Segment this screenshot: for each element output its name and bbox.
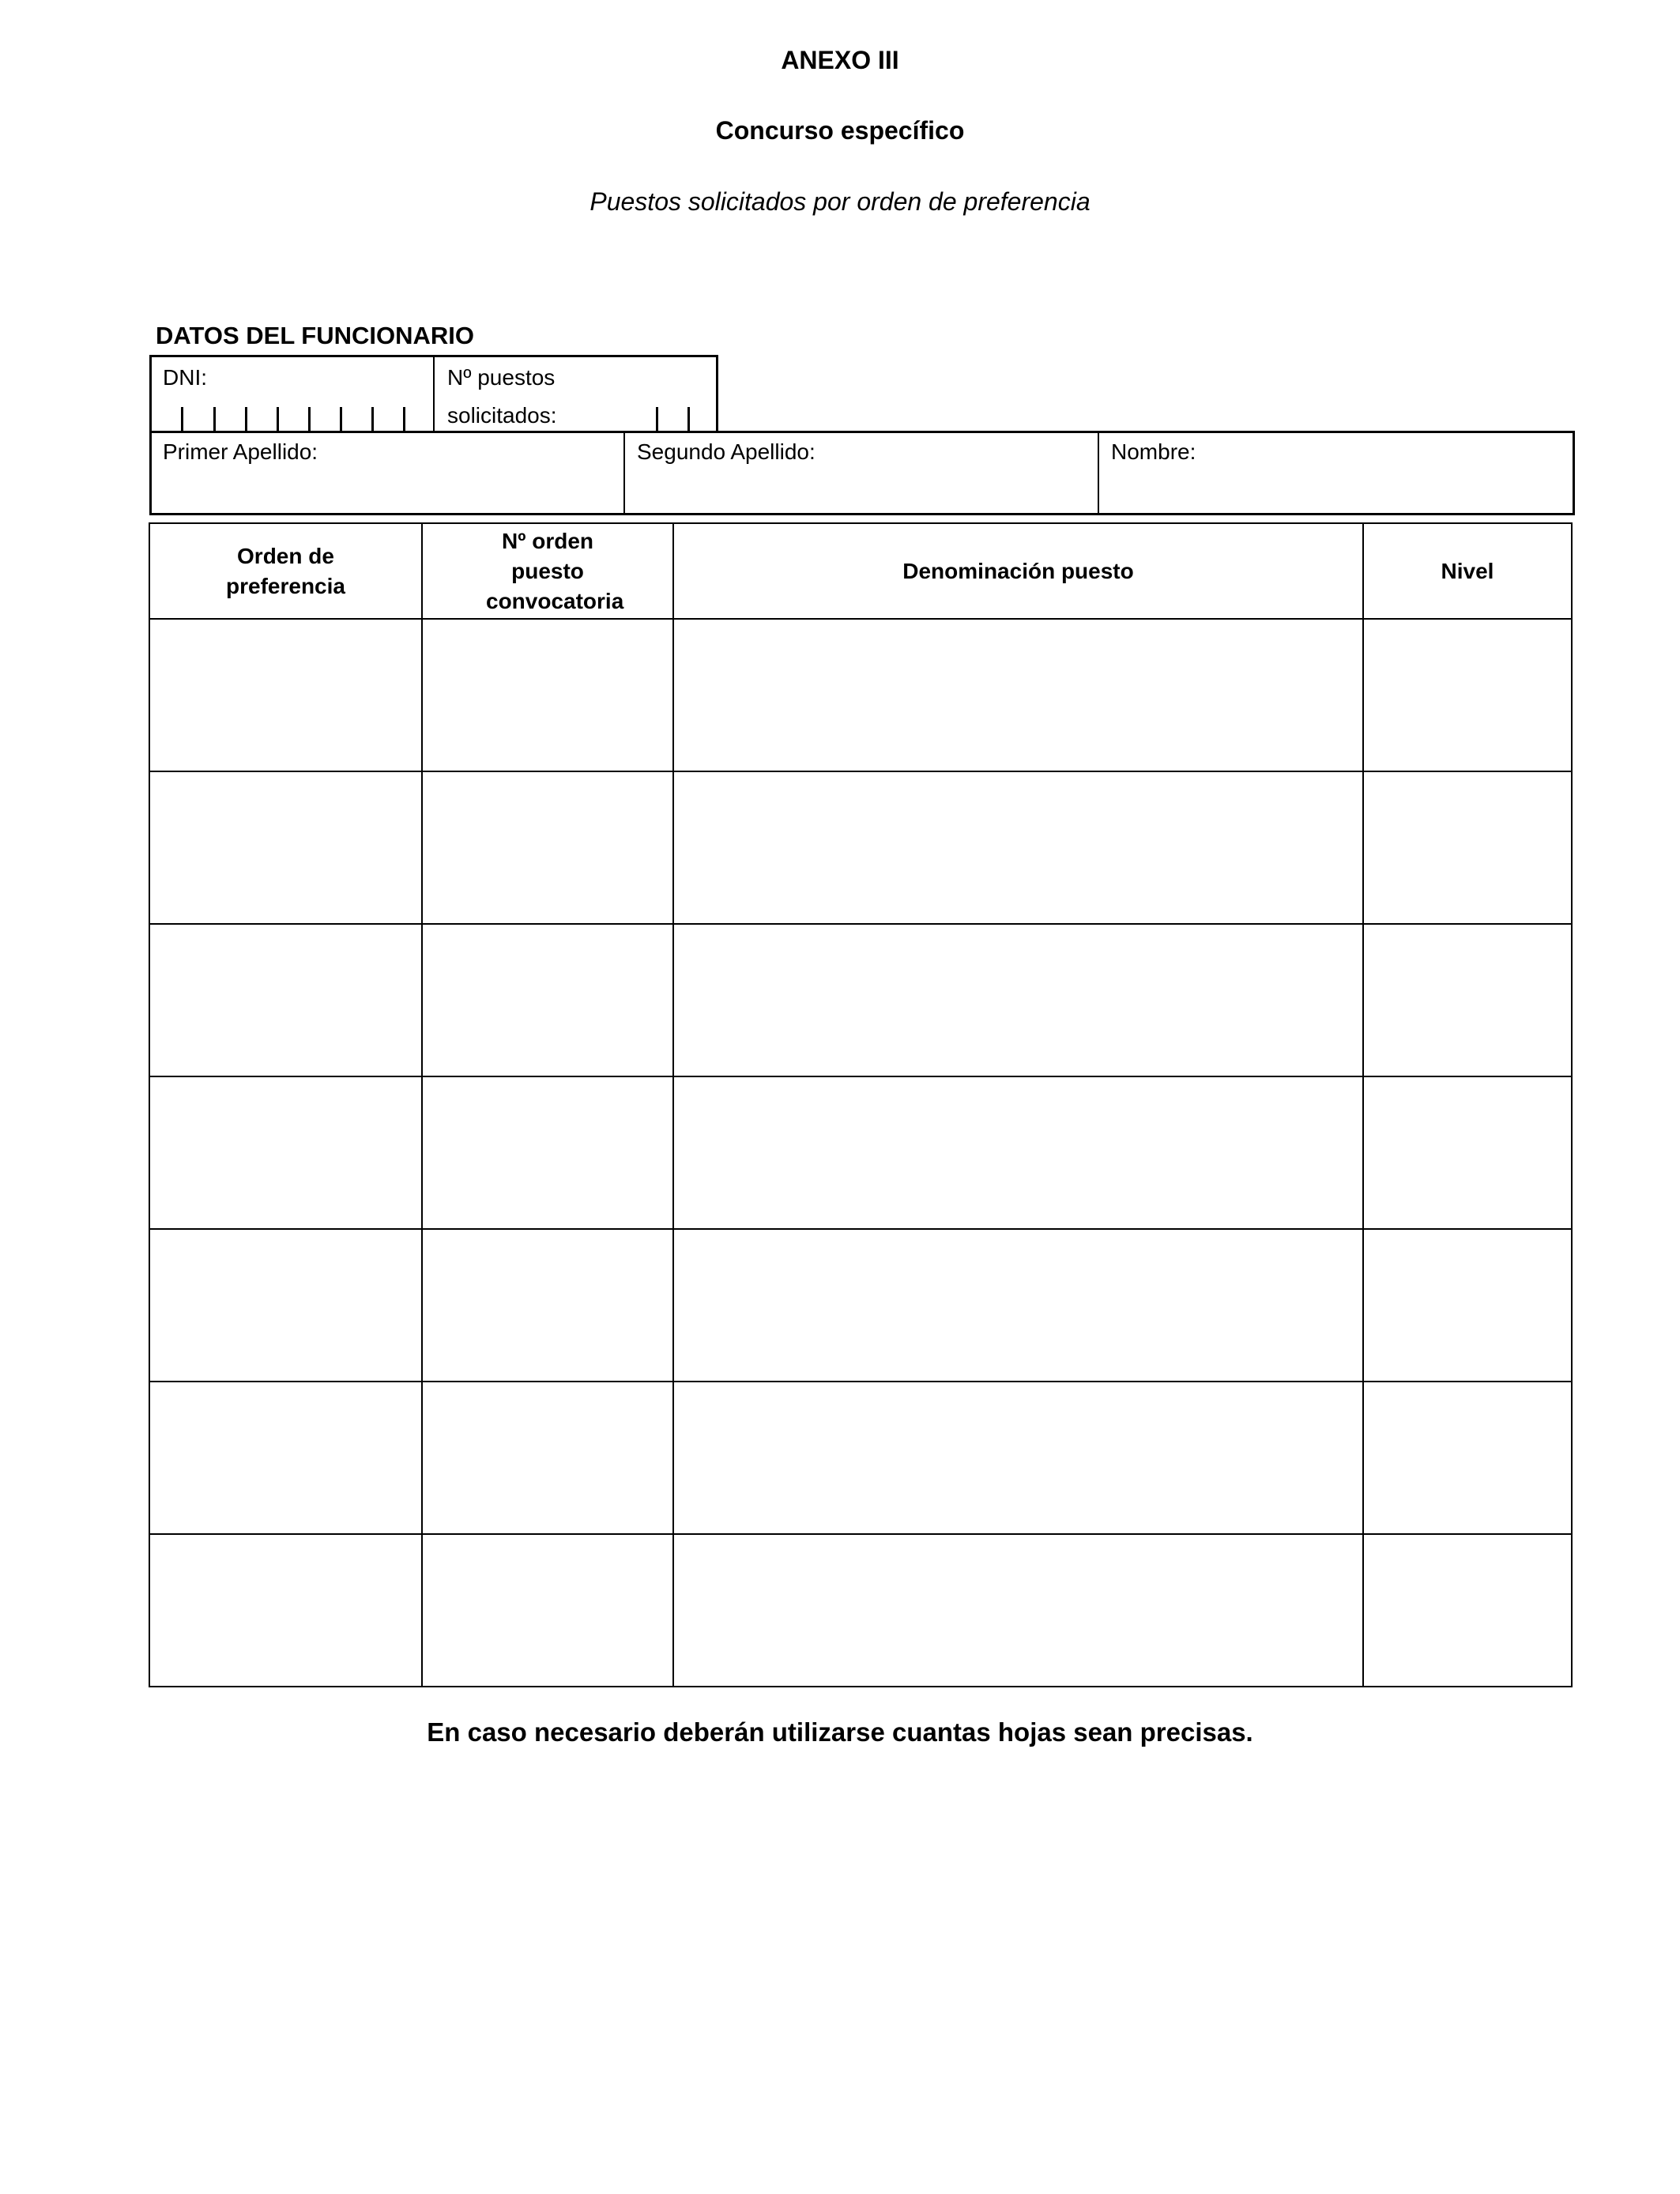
table-cell[interactable] (1363, 924, 1572, 1076)
npuestos-char-tick (656, 407, 658, 431)
dni-char-tick (340, 407, 342, 431)
table-cell[interactable] (673, 1229, 1363, 1382)
name-box-divider (623, 431, 625, 515)
table-cell[interactable] (149, 1534, 422, 1687)
npuestos-char-tick (687, 407, 690, 431)
dni-label: DNI: (163, 365, 207, 390)
table-cell[interactable] (149, 771, 422, 924)
table-row (149, 1076, 1572, 1229)
header-n-orden-puesto: Nº orden puesto convocatoria (422, 523, 673, 619)
table-cell[interactable] (422, 924, 673, 1076)
header-denominacion-puesto: Denominación puesto (673, 523, 1363, 619)
footer-note: En caso necesario deberán utilizarse cuantas hojas sean precisas. (427, 1717, 1253, 1747)
table-row (149, 1382, 1572, 1534)
primer-apellido-label: Primer Apellido: (163, 439, 318, 464)
dni-char-tick (245, 407, 247, 431)
header-orden-preferencia: Orden de preferencia (149, 523, 422, 619)
section-heading: DATOS DEL FUNCIONARIO (156, 322, 475, 349)
table-cell[interactable] (673, 1076, 1363, 1229)
header-nivel: Nivel (1363, 523, 1572, 619)
dni-char-tick (213, 407, 216, 431)
document-subtitle: Puestos solicitados por orden de preferencia (590, 187, 1090, 216)
dni-char-tick (181, 407, 183, 431)
table-cell[interactable] (673, 1382, 1363, 1534)
npuestos-label-line1: Nº puestos (447, 365, 556, 390)
table-row (149, 1534, 1572, 1687)
table-cell[interactable] (1363, 771, 1572, 924)
table-cell[interactable] (673, 924, 1363, 1076)
dni-char-tick (371, 407, 374, 431)
table-cell[interactable] (422, 1229, 673, 1382)
table-cell[interactable] (1363, 1229, 1572, 1382)
table-cell[interactable] (422, 1382, 673, 1534)
name-box-divider (1098, 431, 1099, 515)
dni-char-tick (403, 407, 405, 431)
table-row (149, 924, 1572, 1076)
table-cell[interactable] (149, 1076, 422, 1229)
table-cell[interactable] (1363, 1534, 1572, 1687)
table-cell[interactable] (149, 1382, 422, 1534)
table-cell[interactable] (422, 1076, 673, 1229)
table-cell[interactable] (422, 771, 673, 924)
table-cell[interactable] (149, 924, 422, 1076)
table-cell[interactable] (673, 771, 1363, 924)
segundo-apellido-label: Segundo Apellido: (637, 439, 816, 464)
contest-title: Concurso específico (715, 116, 965, 145)
table-cell[interactable] (1363, 619, 1572, 771)
table-cell[interactable] (1363, 1076, 1572, 1229)
dni-box-divider (433, 355, 435, 432)
preference-table (149, 522, 1573, 1687)
dni-char-tick (308, 407, 311, 431)
table-cell[interactable] (149, 1229, 422, 1382)
table-cell[interactable] (422, 1534, 673, 1687)
nombre-label: Nombre: (1111, 439, 1196, 464)
npuestos-label-line2: solicitados: (447, 403, 557, 428)
name-box (149, 431, 1575, 515)
table-cell[interactable] (673, 619, 1363, 771)
table-header-row (149, 523, 1572, 619)
annex-title: ANEXO III (781, 46, 899, 74)
table-cell[interactable] (1363, 1382, 1572, 1534)
table-row (149, 771, 1572, 924)
table-row (149, 1229, 1572, 1382)
table-cell[interactable] (149, 619, 422, 771)
dni-char-tick (277, 407, 279, 431)
table-cell[interactable] (673, 1534, 1363, 1687)
table-row (149, 619, 1572, 771)
table-cell[interactable] (422, 619, 673, 771)
